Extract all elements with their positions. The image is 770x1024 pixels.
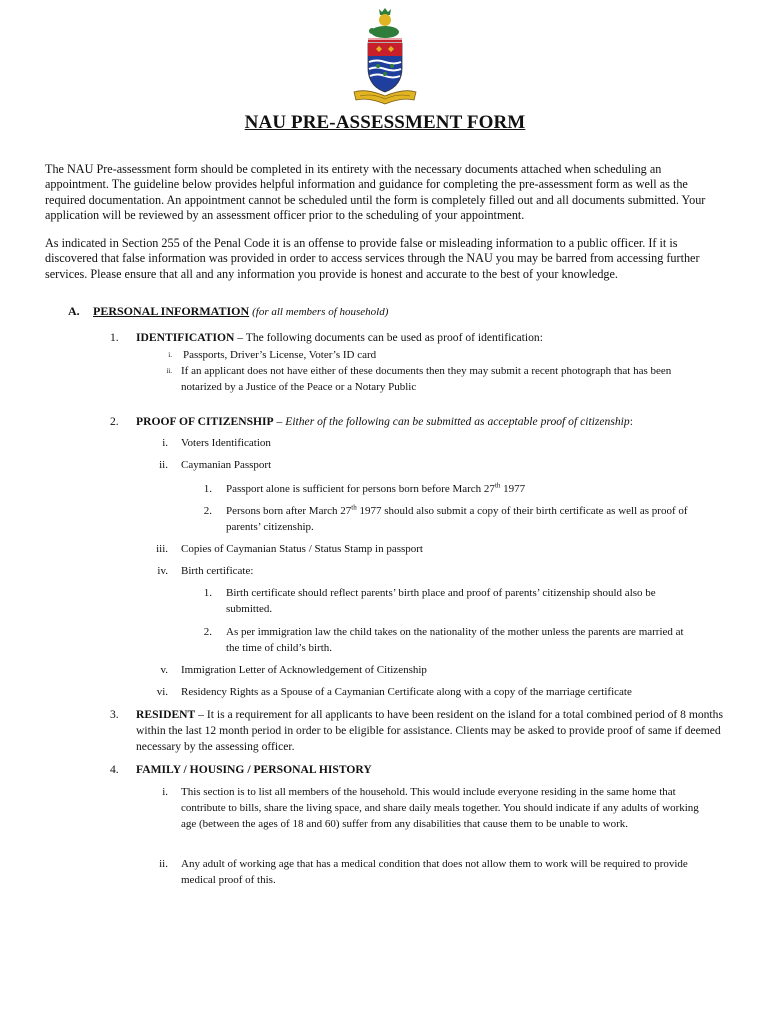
crest-turtle-icon bbox=[369, 26, 399, 38]
section-a-note: (for all members of household) bbox=[252, 306, 389, 318]
document-page: NAU PRE-ASSESSMENT FORM The NAU Pre-assessment form should be completed in its entirety with the necessary documents attached when scheduling an appointment. The guideline below provides helpful information and guidance for completing the pre-assessment form as well as the required documentation. An appointment cannot be scheduled until the form is completely filled out and all documents submitted. Your application will be reviewed by an assessment officer prior to the scheduling of your appointment. As indicated in Section 255 of the Penal Code it is an offense to provide false or misleading information to a public officer. If it is discovered that false information was provided in order to access services through the NAU you may be barred from accessing further services. Please ensure that all and any information you provide is honest and accurate to the best of your knowledge. A. PERSONAL INFORMATION (for all members of household) 1. IDENTIFICATION – The following documents can be used as proof of identification: i. Passports, Driver’s License, Voter’s ID card ii. If an applicant does not have either of these documents then they may submit a recent photograph that has been notarized by a Justice of the Peace or a Notary Public 2. PROOF OF CITIZENSHIP – Either of the following can be submitted as acceptable proof of citizenship: i. Voters Identification ii. Caymanian Passport 1. Passport alone is sufficient for persons born before March 27th 1977 2. Persons born after March 27th 1977 should also submit a copy of their birth certificate as well as proof of parents’ citizenship. iii. Copies of Caymanian Status / Status Stamp in passport iv. Birth certificate: 1. Birth certificate should reflect parents’ birth place and proof of parents’ citizenship should also be submitted. 2. As per immigration law the child takes on the nationality of the mother unless the parents are married at the time of child’s birth. v. Immigration Letter of Acknowledgement of Citizenship vi. Residency Rights as a Spouse of a Caymanian Certificate along with a copy of the marriage certificate 3. RESIDENT – It is a requirement for all applicants to have been resident on the island for a total combined period of 8 months within the last 12 month period in order to be eligible for assistance. Clients may be asked to provide proof of same if deemed necessary by the assessing officer. 4. FAMILY / HOUSING / PERSONAL HISTORY i. This section is to list all members of the household. This would include everyone residing in the same home that contribute to bills, share the living space, and share daily meals together. You should indicate if any adults of working age (between the ages of 18 and 60) suffer from any disabilities that cause them to be unable to work. ii. Any adult of working age that has a medical condition that does not allow them to work will be required to provide medical proof of this. bbox=[0, 0, 770, 1024]
citizenship-item: 2. PROOF OF CITIZENSHIP – Either of the following can be submitted as acceptable proof of citizenship: bbox=[110, 415, 633, 428]
resident-text: – It is a requirement for all applicants to have been resident on the island for a total combined period of 8 months within the last 12 month period in order to be eligible for assistance. Clients may be asked to provide proof of same if deemed necessary by the assessing officer. bbox=[136, 708, 723, 753]
item-number: 2. bbox=[110, 415, 119, 428]
intro-paragraph: The NAU Pre-assessment form should be completed in its entirety with the necessary documents attached when scheduling an appointment. The guideline below provides helpful information and guidance for completing the pre-assessment form as well as the required documentation. An appointment cannot be scheduled until the form is completely filled out and all documents submitted. Your application will be reviewed by an assessment officer prior to the scheduling of your appointment. bbox=[45, 162, 706, 223]
section-a-title: PERSONAL INFORMATION bbox=[93, 304, 250, 318]
item-number: 3. bbox=[110, 708, 119, 721]
warning-paragraph: As indicated in Section 255 of the Penal Code it is an offense to provide false or misleading information to a public officer. If it is discovered that false information was provided in order to access services through the NAU you may be barred from accessing further services. Please ensure that all and any information you provide is honest and accurate to the best of your knowledge. bbox=[45, 236, 700, 281]
crest-pineapple-icon bbox=[379, 8, 391, 26]
identification-item bbox=[110, 330, 730, 346]
item-number: 4. bbox=[110, 763, 119, 776]
family-item bbox=[110, 762, 730, 778]
resident-item bbox=[110, 707, 730, 755]
page-title: NAU PRE-ASSESSMENT FORM bbox=[244, 112, 526, 133]
crest-motto-scroll-icon bbox=[354, 91, 416, 104]
identification-heading: IDENTIFICATION bbox=[136, 331, 235, 344]
coat-of-arms-logo bbox=[346, 8, 424, 108]
section-a-heading bbox=[68, 304, 388, 320]
identification-text: – The following documents can be used as proof of identification: bbox=[234, 331, 543, 344]
citizenship-text: Either of the following can be submitted as acceptable proof of citizenship bbox=[285, 415, 630, 428]
family-heading: FAMILY / HOUSING / PERSONAL HISTORY bbox=[136, 763, 372, 776]
item-number: 1. bbox=[110, 331, 119, 344]
section-a-label: A. bbox=[68, 304, 80, 318]
resident-heading: RESIDENT bbox=[136, 708, 196, 721]
crest-shield-icon bbox=[368, 43, 402, 92]
citizenship-heading: PROOF OF CITIZENSHIP bbox=[136, 415, 274, 428]
